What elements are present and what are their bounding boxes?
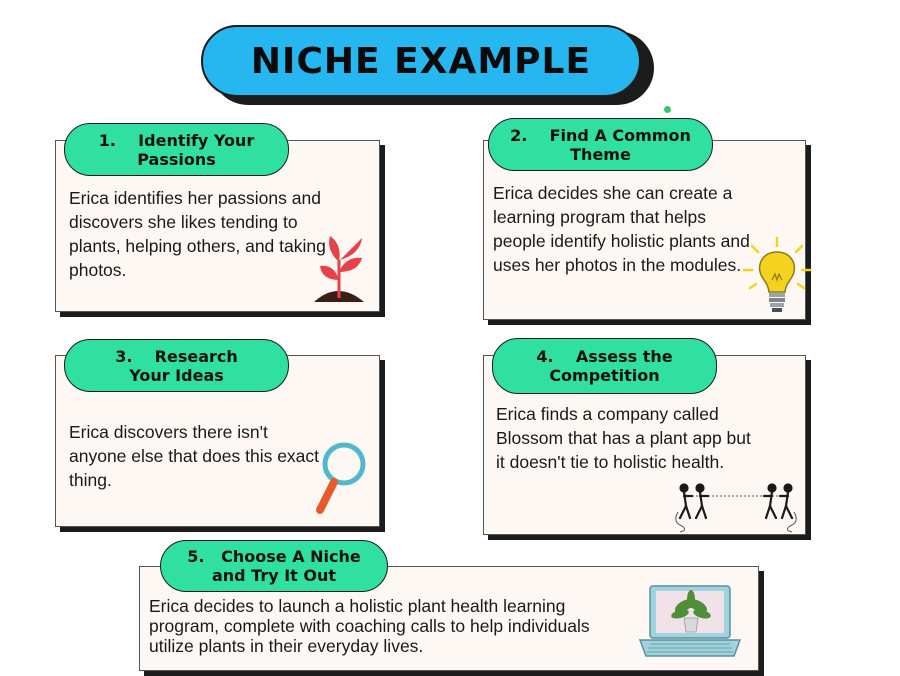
- laptop-plant-icon: [636, 584, 744, 660]
- card-3-heading: [64, 339, 289, 392]
- plant-sprout-icon: [308, 228, 370, 306]
- card-4-heading: [492, 338, 717, 394]
- card-2-heading: [488, 118, 713, 171]
- card-1-body: Erica identifies her passions and discovers she likes tending to plants, helping others, and taking photos.: [69, 188, 326, 280]
- card-4-body: Erica finds a company called Blossom that has a plant app but it doesn't tie to holistic health.: [496, 404, 751, 472]
- tug-of-war-icon: [672, 482, 800, 534]
- card-1-heading: [64, 123, 289, 176]
- card-4-heading-line1: 4. Assess the: [536, 347, 673, 366]
- card-3-body: Erica discovers there isn't anyone else that does this exact thing.: [69, 422, 320, 490]
- card-1-heading-line1: 1. Identify Your: [98, 130, 255, 150]
- card-3-heading-line2: Your Ideas: [129, 365, 224, 385]
- card-2-heading-line2: Theme: [570, 144, 631, 164]
- lightbulb-icon: [742, 236, 812, 316]
- card-5-heading: [160, 540, 388, 592]
- card-5-heading-line2: and Try It Out: [211, 566, 337, 585]
- card-2-heading-line1: 2. Find A Common: [510, 125, 691, 145]
- page-title: NICHE EXAMPLE: [201, 25, 641, 97]
- card-4-heading-line2: Competition: [549, 366, 660, 385]
- card-5-heading-line1: 5. Choose A Niche: [187, 547, 361, 566]
- card-5-body: Erica decides to launch a holistic plant health learning program, complete with coaching calls to help individuals utilize plants in their everyday lives.: [149, 596, 590, 656]
- decorative-dot: [664, 106, 671, 113]
- card-3-heading-line1: 3. Research: [115, 346, 238, 366]
- magnifying-glass-icon: [312, 440, 370, 518]
- card-2-body: Erica decides she can create a learning program that helps people identify holistic plants and uses her photos in the modules.: [493, 183, 750, 275]
- card-1-heading-line2: Passions: [137, 149, 216, 169]
